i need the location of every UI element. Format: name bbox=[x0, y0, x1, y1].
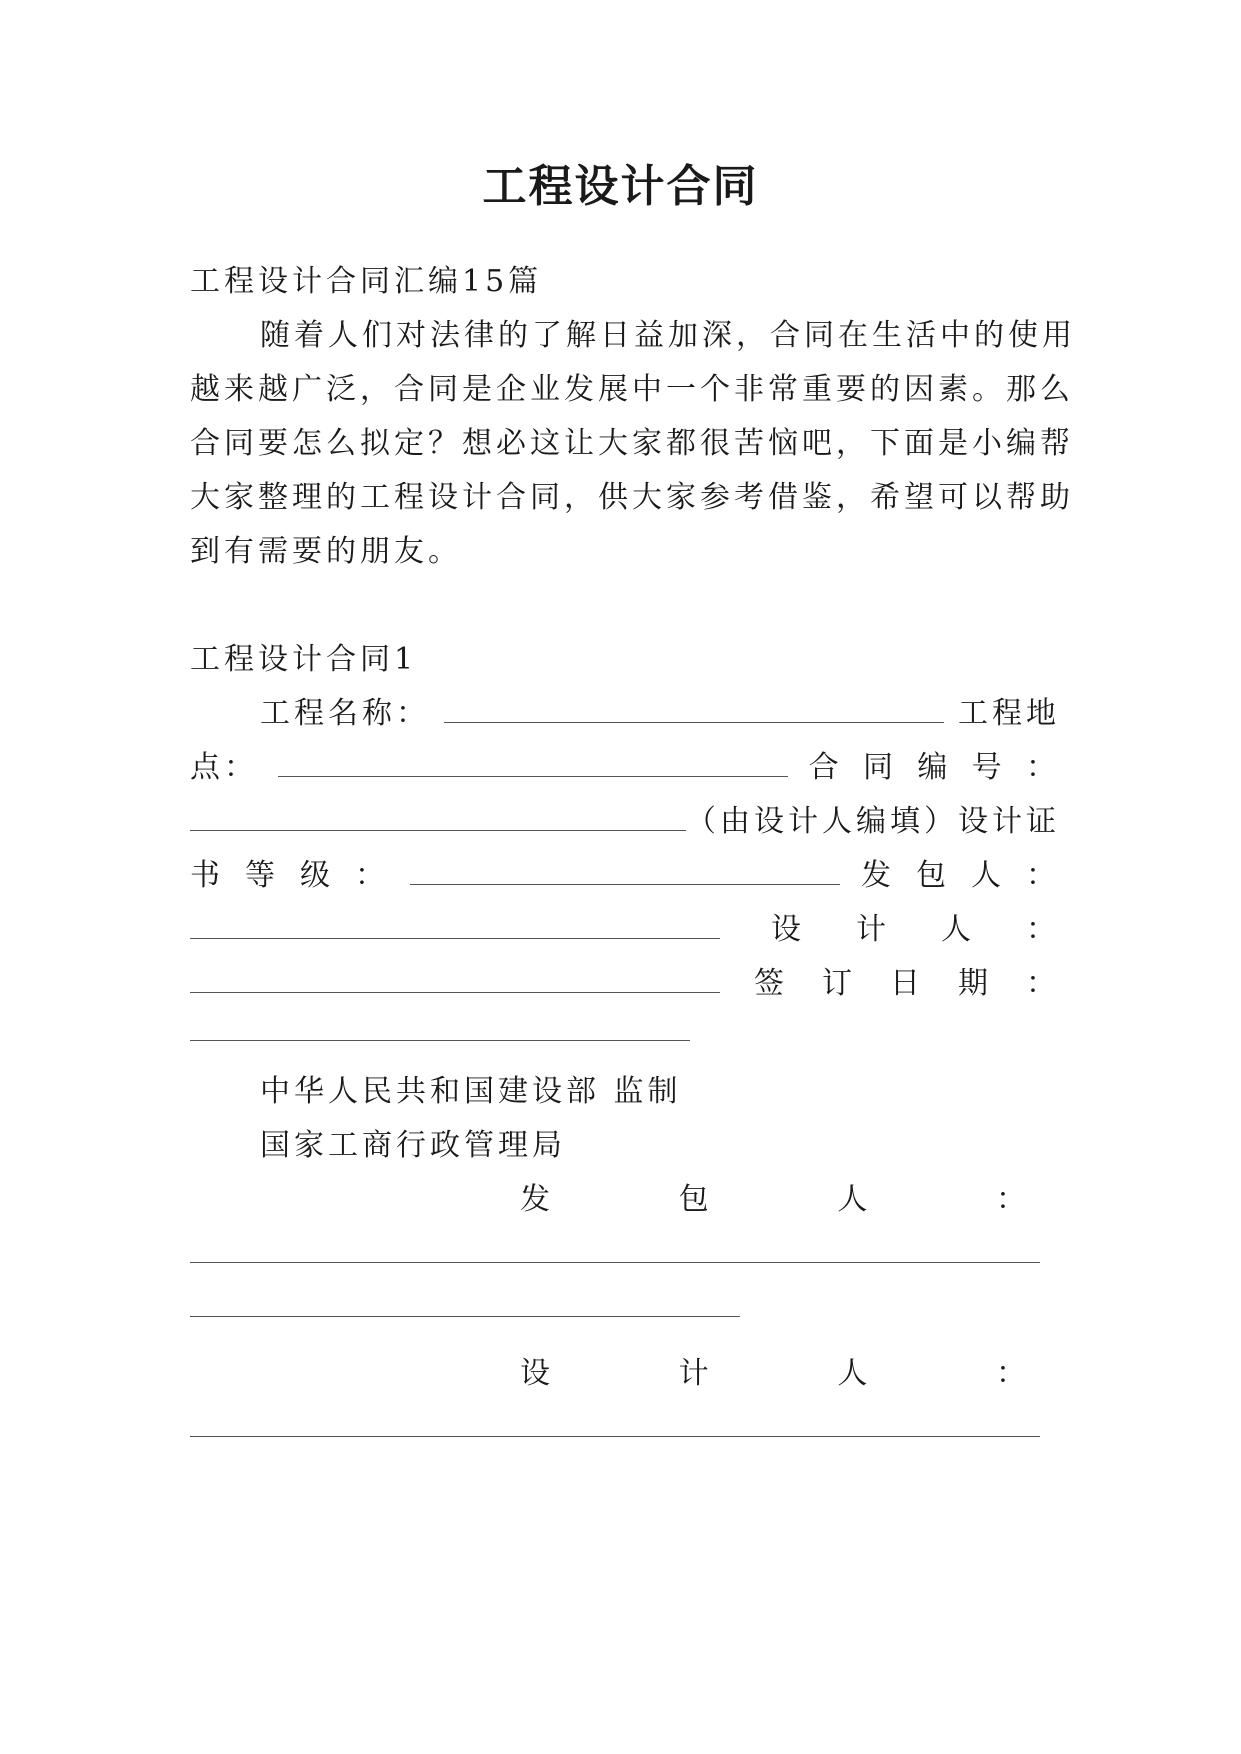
sign-date-char-3: 日 bbox=[890, 966, 924, 1001]
employer-char-1: 发 bbox=[861, 858, 895, 893]
issuer-line-1: 中华人民共和国建设部 监制 bbox=[260, 1074, 682, 1109]
contract-no-char-3: 编 bbox=[917, 750, 952, 785]
project-site-label-a: 工程地 bbox=[958, 696, 1060, 731]
collection-heading: 工程设计合同汇编15篇 bbox=[190, 264, 543, 299]
project-site-blank bbox=[278, 754, 788, 777]
employer-char-2: 包 bbox=[916, 858, 950, 893]
contract-no-char-4: 号 bbox=[971, 750, 1006, 785]
signature-designer-row bbox=[520, 1354, 1030, 1394]
sign-date-blank bbox=[190, 1040, 690, 1041]
intro-line-4: 大家整理的工程设计合同，供大家参考借鉴，希望可以帮助 bbox=[190, 480, 1074, 515]
cert-grade-char-3: 级 bbox=[300, 858, 334, 893]
intro-line-5: 到有需要的朋友。 bbox=[190, 534, 462, 569]
designer-blank bbox=[190, 970, 720, 993]
sign-date-row bbox=[190, 964, 1060, 1004]
employer-blank bbox=[190, 916, 720, 939]
intro-line-2: 越来越广泛，合同是企业发展中一个非常重要的因素。那么 bbox=[190, 372, 1074, 407]
designer-row bbox=[190, 910, 1060, 950]
contract-no-char-5: ： bbox=[1025, 750, 1060, 785]
sig-employer-char-4: ： bbox=[995, 1182, 1030, 1217]
sign-date-char-1: 签 bbox=[754, 966, 788, 1001]
signature-designer-blank bbox=[190, 1436, 1040, 1437]
project-name-label: 工程名称： bbox=[260, 696, 430, 731]
project-site-row bbox=[190, 748, 1060, 788]
sig-employer-char-2: 包 bbox=[678, 1182, 713, 1217]
signature-employer-blank-2 bbox=[190, 1316, 740, 1317]
sig-designer-char-4: ： bbox=[995, 1356, 1030, 1391]
contract-no-row bbox=[190, 802, 1060, 842]
signature-employer-row bbox=[520, 1180, 1030, 1220]
cert-grade-char-2: 等 bbox=[245, 858, 279, 893]
intro-line-1: 随着人们对法律的了解日益加深，合同在生活中的使用 bbox=[260, 318, 1076, 353]
sig-designer-char-3: 人 bbox=[837, 1356, 872, 1391]
contract-no-char-1: 合 bbox=[808, 750, 843, 785]
employer-char-4: ： bbox=[1026, 858, 1060, 893]
designer-char-3: 人 bbox=[941, 912, 975, 947]
project-name-blank bbox=[444, 700, 944, 723]
designer-char-1: 设 bbox=[771, 912, 805, 947]
contract-no-char-2: 同 bbox=[862, 750, 897, 785]
employer-char-3: 人 bbox=[971, 858, 1005, 893]
intro-line-3: 合同要怎么拟定？想必这让大家都很苦恼吧，下面是小编帮 bbox=[190, 426, 1074, 461]
sign-date-char-2: 订 bbox=[822, 966, 856, 1001]
contract-no-blank bbox=[190, 808, 686, 831]
sign-date-char-4: 期 bbox=[958, 966, 992, 1001]
sig-designer-char-1: 设 bbox=[520, 1356, 554, 1391]
contract-no-note: （由设计人编填）设计证 bbox=[686, 804, 1060, 839]
project-site-label-b: 点： bbox=[190, 750, 258, 785]
sign-date-char-5: ： bbox=[1026, 966, 1060, 1001]
designer-char-2: 计 bbox=[856, 912, 890, 947]
cert-grade-char-4: ： bbox=[355, 858, 389, 893]
project-name-row bbox=[260, 694, 1060, 734]
document-title: 工程设计合同 bbox=[482, 161, 759, 212]
cert-grade-char-1: 书 bbox=[190, 858, 224, 893]
cert-grade-blank bbox=[410, 862, 840, 885]
designer-char-4: ： bbox=[1026, 912, 1060, 947]
issuer-line-2: 国家工商行政管理局 bbox=[260, 1128, 566, 1163]
sig-employer-char-3: 人 bbox=[837, 1182, 872, 1217]
sig-designer-char-2: 计 bbox=[678, 1356, 713, 1391]
cert-grade-row bbox=[190, 856, 1060, 896]
signature-employer-blank-1 bbox=[190, 1262, 1040, 1263]
contract-heading: 工程设计合同1 bbox=[190, 642, 418, 677]
sig-employer-char-1: 发 bbox=[520, 1182, 554, 1217]
